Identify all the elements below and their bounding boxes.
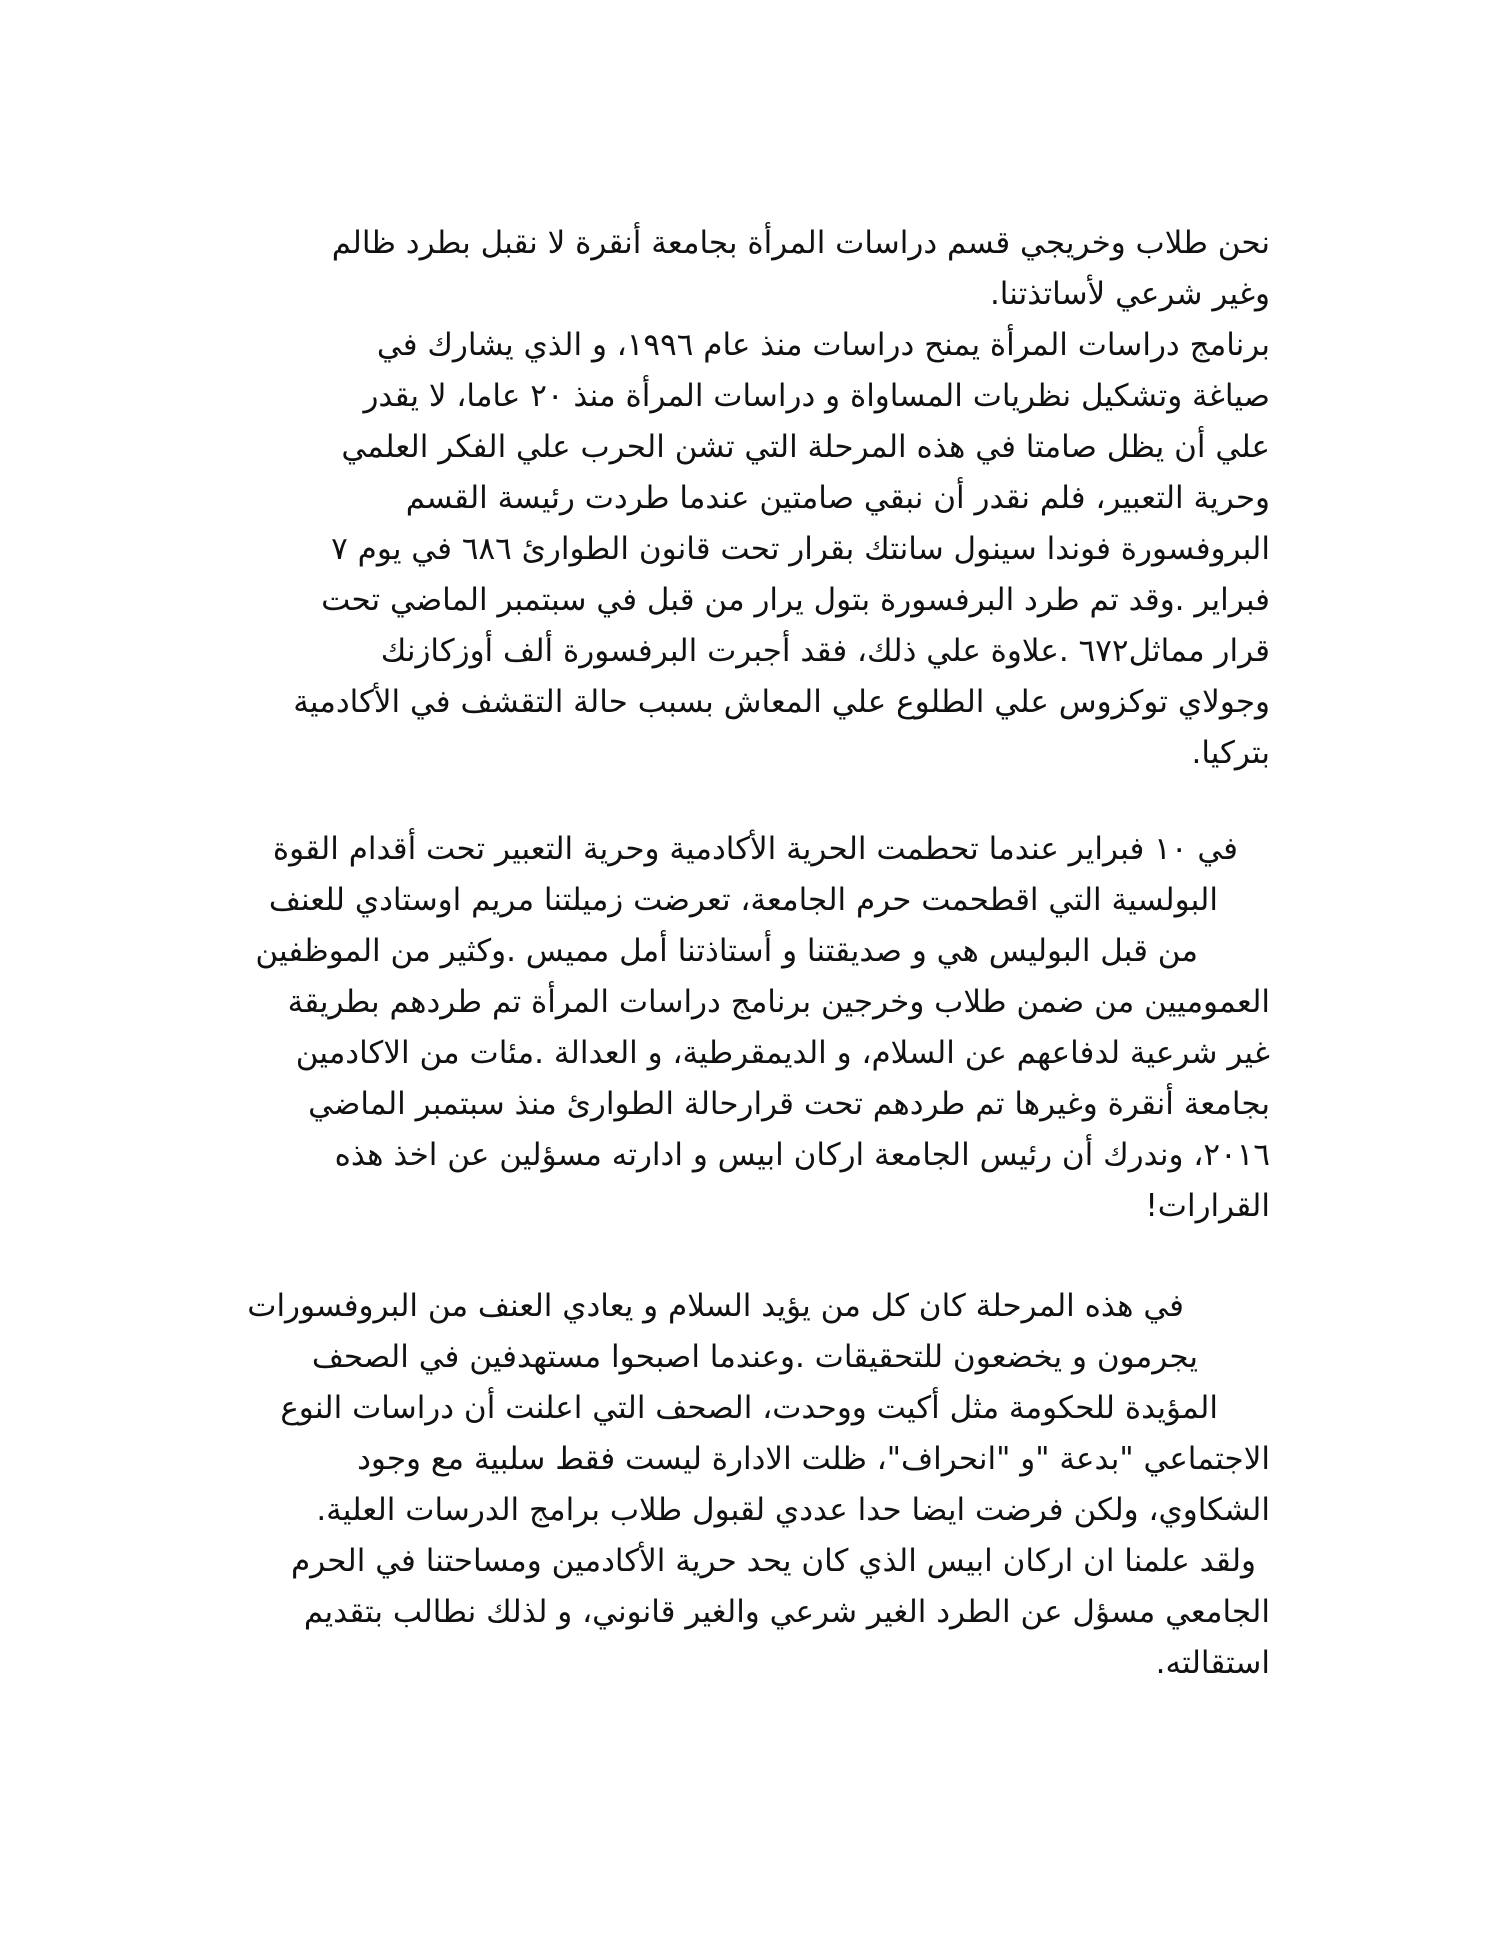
text-line: الاجتماعي "بدعة "و "انحراف"، ظلت الادارة ليست فقط سلبية مع وجود [357, 1441, 1270, 1477]
paragraph-1 [200, 218, 1270, 779]
text-line: القرارات! [1145, 1188, 1270, 1224]
text-line: العموميين من ضمن طلاب وخرجين برنامج دراسات المرأة تم طردهم بطريقة [287, 984, 1270, 1020]
text-line: في هذه المرحلة كان كل من يؤيد السلام و يعادي العنف من البروفسورات [247, 1288, 1184, 1324]
text-line: علي أن يظل صامتا في هذه المرحلة التي تشن الحرب علي الفكر العلمي [341, 429, 1270, 465]
text-line: ولقد علمنا ان اركان ابيس الذي كان يحد حرية الأكادمين ومساحتنا في الحرم [290, 1543, 1256, 1579]
text-line: من قبل البوليس هي و صديقتنا و أستاذتنا أمل مميس .وكثير من الموظفين [255, 933, 1198, 969]
text-line: في ١٠ فبراير عندما تحطمت الحرية الأكادمية وحرية التعبير تحت أقدام القوة [272, 831, 1238, 867]
text-line: برنامج دراسات المرأة يمنح دراسات منذ عام ١٩٩٦، و الذي يشارك في [376, 327, 1270, 363]
text-line: وجولاي توكزوس علي الطلوع علي المعاش بسبب حالة التقشف في الأكادمية [293, 684, 1270, 720]
text-line: بجامعة أنقرة وغيرها تم طردهم تحت قرارحالة الطوارئ منذ سبتمبر الماضي [308, 1086, 1270, 1122]
text-line: الجامعي مسؤل عن الطرد الغير شرعي والغير قانوني، و لذلك نطالب بتقديم [303, 1594, 1270, 1630]
text-line: ٢٠١٦، وندرك أن رئيس الجامعة اركان ابيس و ادارته مسؤلين عن اخذ هذه [334, 1137, 1270, 1173]
text-line: يجرمون و يخضعون للتحقيقات .وعندما اصبحوا مستهدفين في الصحف [311, 1339, 1198, 1375]
text-line: استقالته. [1155, 1645, 1270, 1681]
text-line: فبراير .وقد تم طرد البرفسورة بتول يرار من قبل في سبتمبر الماضي تحت [321, 582, 1270, 618]
text-line: غير شرعية لدفاعهم عن السلام، و الديمقرطية، و العدالة .مئات من الاكادمين [295, 1035, 1270, 1071]
text-line: قرار مماثل٦٧٢ .علاوة علي ذلك، فقد أجبرت البرفسورة ألف أوزكازنك [380, 633, 1270, 669]
text-line: البولسية التي اقطحمت حرم الجامعة، تعرضت زميلتنا مريم اوستادي للعنف [268, 882, 1218, 918]
paragraph-2 [200, 824, 1270, 1232]
text-line: بتركيا. [1191, 735, 1270, 771]
text-line: الشكاوي، ولكن فرضت ايضا حدا عددي لقبول طلاب برامج الدرسات العلية. [316, 1492, 1270, 1528]
text-line: البروفسورة فوندا سينول سانتك بقرار تحت قانون الطوارئ ٦٨٦ في يوم ٧ [331, 531, 1270, 567]
text-line: وحرية التعبير، فلم نقدر أن نبقي صامتين عندما طردت رئيسة القسم [405, 480, 1270, 516]
text-line: المؤيدة للحكومة مثل أكيت ووحدت، الصحف التي اعلنت أن دراسات النوع [280, 1390, 1218, 1426]
text-line: صياغة وتشكيل نظريات المساواة و دراسات المرأة منذ ٢٠ عاما، لا يقدر [363, 378, 1270, 414]
text-line: نحن طلاب وخريجي قسم دراسات المرأة بجامعة أنقرة لا نقبل بطرد ظالم [331, 225, 1270, 261]
paragraph-3 [200, 1281, 1270, 1689]
text-line: وغير شرعي لأساتذتنا. [989, 276, 1270, 312]
